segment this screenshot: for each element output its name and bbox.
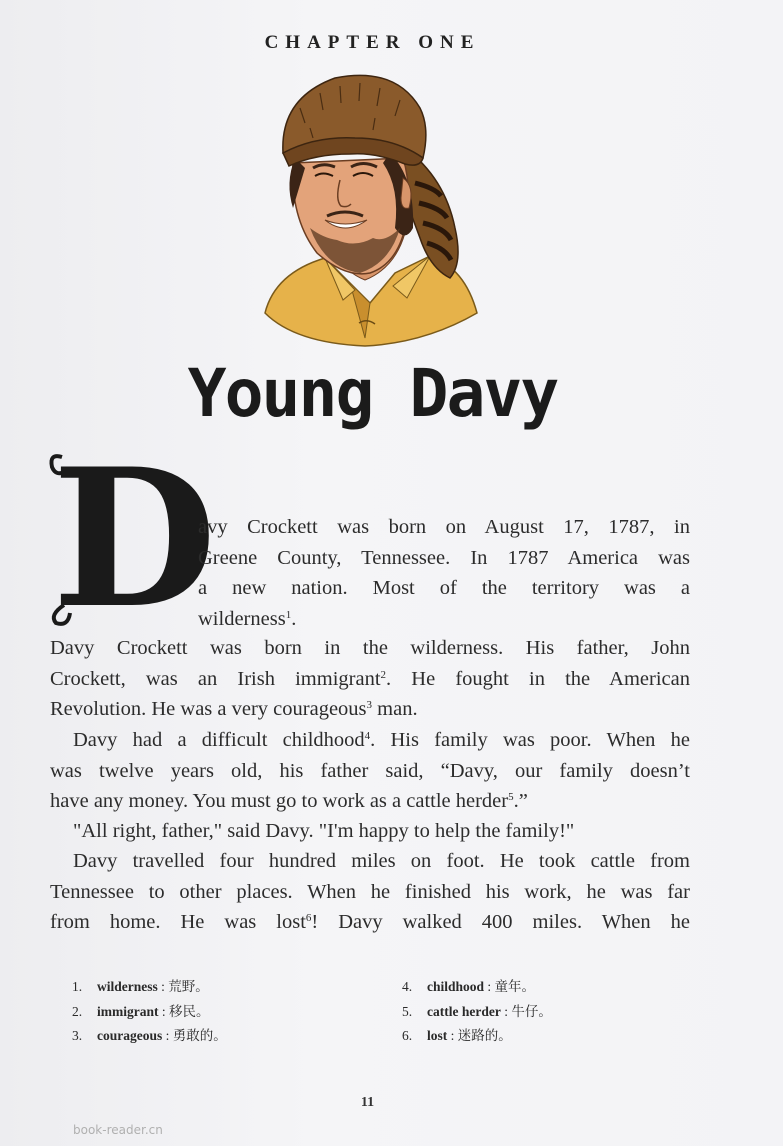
- footnote-ref: 5: [508, 791, 514, 803]
- footnote-number: 6.: [402, 1028, 413, 1043]
- footnote-word: lost: [427, 1028, 448, 1043]
- text-line: Greene County, Tennessee. In 1787 America was: [198, 546, 690, 569]
- footnote-word: wilderness: [97, 979, 158, 994]
- footnote-number: 3.: [72, 1028, 83, 1043]
- footnote-ref: 3: [366, 699, 373, 711]
- paragraph-4: [50, 816, 690, 847]
- text-fragment: man.: [372, 698, 418, 720]
- text-fragment: Davy had a difficult childhood: [73, 729, 365, 751]
- footnote-word: immigrant: [97, 1004, 159, 1019]
- text-line: a new nation. Most of the territory was a: [198, 577, 690, 599]
- watermark: book-reader.cn: [73, 1123, 163, 1137]
- text-fragment: from home. He was lost: [50, 911, 306, 933]
- text-fragment: . His family was poor. When he: [370, 729, 690, 751]
- footnote-word: cattle herder: [427, 1004, 501, 1019]
- footnote-item: [402, 975, 535, 995]
- footnote-number: 2.: [72, 1004, 83, 1019]
- footnote-gloss: : 牛仔。: [500, 1004, 552, 1019]
- paragraph-5: [50, 846, 690, 938]
- footnote-ref: 4: [364, 730, 371, 742]
- text-line: avy Crockett was born on August 17, 1787, in: [198, 516, 690, 538]
- footnote-gloss: : 勇敢的。: [162, 1028, 227, 1043]
- footnote-item: [402, 1000, 552, 1020]
- chapter-heading: CHAPTER ONE: [264, 32, 481, 53]
- text-line: Davy Crockett was born in the wilderness. His father, John: [50, 637, 690, 659]
- footnote-word: courageous: [97, 1028, 163, 1043]
- footnote-gloss: : 迷路的。: [447, 1028, 512, 1043]
- text-line: Davy travelled four hundred miles on foot. He took cattle from: [73, 850, 690, 872]
- text-line: [50, 907, 690, 938]
- paragraph-1: [198, 512, 690, 634]
- footnote-number: 5.: [402, 1004, 413, 1019]
- text-line: [198, 604, 690, 635]
- text-line: [50, 694, 690, 725]
- page-number: 11: [360, 1095, 375, 1110]
- dropcap-letter: D: [52, 427, 217, 650]
- footnote-number: 1.: [72, 979, 83, 994]
- footnote-ref: 6: [305, 912, 312, 924]
- text-line: Tennessee to other places. When he finished his work, he was far: [50, 880, 690, 903]
- chapter-title: Young Davy: [187, 355, 558, 432]
- text-fragment: have any money. You must go to work as a cattle herder: [50, 790, 509, 812]
- footnote-gloss: : 荒野。: [157, 979, 209, 994]
- text-line: "All right, father," said Davy. "I'm happy to help the family!": [73, 820, 575, 842]
- glossed-word: wilderness: [198, 607, 286, 630]
- text-line: was twelve years old, his father said, “Davy, our family doesn’t: [50, 759, 690, 782]
- text-line: [50, 664, 690, 695]
- text-fragment: .: [291, 607, 297, 630]
- text-line: [50, 786, 690, 817]
- footnote-gloss: : 童年。: [484, 979, 536, 994]
- footnote-item: [402, 1024, 512, 1044]
- ornamental-dropcap: [44, 427, 217, 650]
- footnote-gloss: : 移民。: [158, 1004, 210, 1019]
- text-fragment: Revolution. He was a very courageous: [50, 698, 367, 720]
- davy-crockett-portrait: [255, 68, 480, 348]
- text-fragment: ! Davy walked 400 miles. When he: [311, 911, 690, 933]
- footnote-item: [72, 1024, 227, 1044]
- text-fragment: .”: [513, 790, 528, 812]
- footnote-number: 4.: [402, 979, 413, 994]
- footnote-ref: 2: [380, 668, 387, 681]
- footnote-item: [72, 975, 209, 995]
- footnote-item: [72, 1000, 210, 1020]
- text-line: [50, 725, 690, 756]
- text-fragment: Crockett, was an Irish immigrant: [50, 667, 381, 690]
- paragraph-3: [50, 725, 690, 817]
- footnote-word: childhood: [427, 979, 485, 994]
- text-fragment: . He fought in the American: [386, 667, 690, 690]
- paragraph-2: [50, 633, 690, 725]
- footnote-ref: 1: [285, 608, 292, 621]
